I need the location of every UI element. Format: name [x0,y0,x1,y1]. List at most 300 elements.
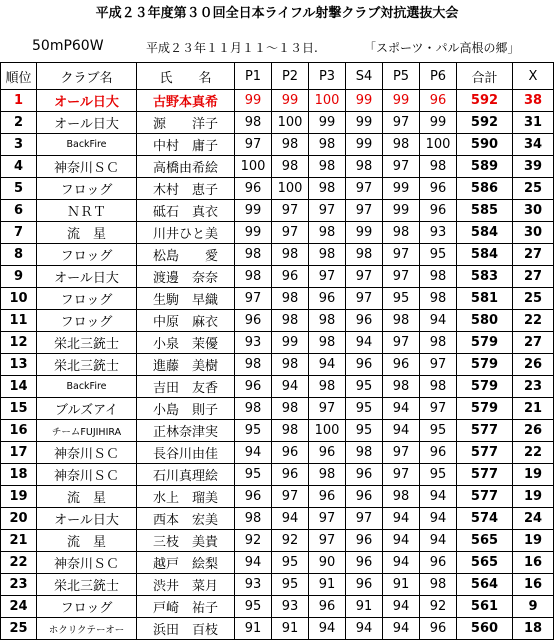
table-row [1,596,554,618]
club-cell: ブルズアイ [37,398,137,420]
score-cell: 91 [309,574,346,596]
club-cell: オール日大 [37,508,137,530]
score-cell: 96 [235,178,272,200]
score-cell: 99 [346,222,383,244]
score-cell: 91 [383,574,420,596]
score-cell: 96 [309,596,346,618]
score-cell: 94 [383,618,420,640]
score-cell: 94 [420,508,457,530]
score-cell: 98 [235,354,272,376]
club-cell: フロッグ [37,178,137,200]
score-cell: 93 [272,596,309,618]
score-cell: 96 [235,486,272,508]
rank-cell: 12 [1,332,37,354]
total-cell: 560 [457,618,513,640]
score-cell: 99 [272,90,309,112]
score-cell: 98 [309,464,346,486]
score-cell: 98 [420,332,457,354]
table-row [1,288,554,310]
score-cell: 91 [272,618,309,640]
club-cell: 栄北三銃士 [37,574,137,596]
total-cell: 577 [457,486,513,508]
name-cell: 中村 庸子 [137,134,235,156]
score-cell: 91 [235,618,272,640]
score-cell: 97 [420,398,457,420]
x-count-cell: 39 [513,156,554,178]
club-cell: 神奈川ＳＣ [37,442,137,464]
x-count-cell: 9 [513,596,554,618]
results-body [1,90,554,640]
table-row [1,310,554,332]
score-cell: 97 [272,486,309,508]
score-cell: 98 [272,134,309,156]
table-row [1,178,554,200]
total-cell: 577 [457,464,513,486]
score-cell: 100 [272,178,309,200]
score-cell: 96 [346,486,383,508]
score-cell: 96 [420,200,457,222]
x-count-cell: 19 [513,530,554,552]
score-cell: 98 [309,310,346,332]
score-cell: 97 [383,156,420,178]
total-cell: 579 [457,376,513,398]
score-cell: 97 [309,200,346,222]
score-cell: 96 [309,486,346,508]
table-row [1,618,554,640]
score-cell: 97 [383,464,420,486]
score-cell: 95 [383,288,420,310]
total-cell: 592 [457,90,513,112]
rank-cell: 4 [1,156,37,178]
score-cell: 98 [272,420,309,442]
score-cell: 96 [346,354,383,376]
name-cell: 川井ひと美 [137,222,235,244]
name-cell: 三枝 美貴 [137,530,235,552]
score-cell: 97 [420,354,457,376]
score-cell: 96 [420,90,457,112]
total-cell: 579 [457,398,513,420]
score-cell: 95 [235,420,272,442]
score-cell: 96 [420,618,457,640]
score-cell: 95 [272,574,309,596]
rank-cell: 21 [1,530,37,552]
table-row [1,332,554,354]
table-row [1,442,554,464]
col-p3: P3 [309,63,346,90]
x-count-cell: 16 [513,574,554,596]
name-cell: 高橋由希絵 [137,156,235,178]
name-cell: 木村 恵子 [137,178,235,200]
table-row [1,90,554,112]
score-cell: 97 [383,112,420,134]
table-row [1,530,554,552]
score-cell: 96 [272,464,309,486]
score-cell: 94 [272,508,309,530]
score-cell: 94 [383,398,420,420]
table-row [1,398,554,420]
score-cell: 90 [309,552,346,574]
total-cell: 590 [457,134,513,156]
score-cell: 96 [346,464,383,486]
x-count-cell: 26 [513,420,554,442]
club-cell: BackFire [37,376,137,398]
score-cell: 98 [383,486,420,508]
score-cell: 98 [235,266,272,288]
event-name: 50mP60W [32,38,104,54]
score-cell: 93 [235,332,272,354]
score-cell: 94 [383,596,420,618]
score-cell: 94 [235,442,272,464]
score-cell: 96 [346,310,383,332]
name-cell: 西本 宏美 [137,508,235,530]
name-cell: 水上 瑠美 [137,486,235,508]
club-cell: 神奈川ＳＣ [37,464,137,486]
score-cell: 97 [272,222,309,244]
table-row [1,464,554,486]
total-cell: 581 [457,288,513,310]
score-cell: 94 [309,618,346,640]
name-cell: 小泉 茉優 [137,332,235,354]
table-row [1,134,554,156]
score-cell: 98 [309,244,346,266]
col-p6: P6 [420,63,457,90]
table-row [1,420,554,442]
score-cell: 94 [383,530,420,552]
club-cell: チームFUJIHIRA [37,420,137,442]
total-cell: 585 [457,200,513,222]
name-cell: 渋井 菜月 [137,574,235,596]
x-count-cell: 22 [513,442,554,464]
score-cell: 97 [309,266,346,288]
club-cell: ＮＲＴ [37,200,137,222]
club-cell: 栄北三銃士 [37,354,137,376]
club-cell: 流 星 [37,486,137,508]
total-cell: 579 [457,332,513,354]
total-cell: 577 [457,420,513,442]
x-count-cell: 27 [513,244,554,266]
score-cell: 95 [235,464,272,486]
x-count-cell: 25 [513,178,554,200]
table-row [1,574,554,596]
club-cell: フロッグ [37,288,137,310]
name-cell: 源 洋子 [137,112,235,134]
score-cell: 93 [235,574,272,596]
header-row [1,63,554,90]
rank-cell: 1 [1,90,37,112]
score-cell: 95 [420,244,457,266]
table-row [1,376,554,398]
score-cell: 97 [272,200,309,222]
score-cell: 98 [383,134,420,156]
total-cell: 564 [457,574,513,596]
col-name: 氏 名 [137,63,235,90]
name-cell: 吉田 友香 [137,376,235,398]
score-cell: 94 [346,332,383,354]
club-cell: BackFire [37,134,137,156]
score-cell: 97 [309,398,346,420]
name-cell: 戸崎 祐子 [137,596,235,618]
score-cell: 98 [309,376,346,398]
score-cell: 98 [235,508,272,530]
score-cell: 94 [420,486,457,508]
table-row [1,508,554,530]
score-cell: 96 [309,442,346,464]
club-cell: 栄北三銃士 [37,332,137,354]
score-cell: 92 [272,530,309,552]
total-cell: 586 [457,178,513,200]
score-cell: 98 [309,222,346,244]
x-count-cell: 26 [513,354,554,376]
score-cell: 99 [235,222,272,244]
rank-cell: 25 [1,618,37,640]
score-cell: 98 [420,574,457,596]
col-x: X [513,63,554,90]
score-cell: 98 [383,310,420,332]
score-cell: 97 [346,178,383,200]
score-cell: 98 [420,266,457,288]
score-cell: 97 [383,244,420,266]
score-cell: 98 [272,310,309,332]
score-cell: 96 [309,288,346,310]
rank-cell: 13 [1,354,37,376]
score-cell: 96 [346,574,383,596]
table-row [1,222,554,244]
x-count-cell: 21 [513,398,554,420]
table-row [1,552,554,574]
score-cell: 98 [235,398,272,420]
score-cell: 95 [420,464,457,486]
rank-cell: 18 [1,464,37,486]
rank-cell: 3 [1,134,37,156]
x-count-cell: 27 [513,332,554,354]
name-cell: 正林奈津実 [137,420,235,442]
score-cell: 96 [346,530,383,552]
score-cell: 100 [272,112,309,134]
score-cell: 98 [346,244,383,266]
score-cell: 100 [420,134,457,156]
rank-cell: 16 [1,420,37,442]
name-cell: 浜田 百枝 [137,618,235,640]
col-p2: P2 [272,63,309,90]
club-cell: 流 星 [37,222,137,244]
score-cell: 99 [309,112,346,134]
name-cell: 越戸 絵梨 [137,552,235,574]
total-cell: 580 [457,310,513,332]
score-cell: 92 [420,596,457,618]
x-count-cell: 30 [513,200,554,222]
club-cell: 流 星 [37,530,137,552]
score-cell: 98 [346,156,383,178]
name-cell: 長谷川由佳 [137,442,235,464]
club-cell: 神奈川ＳＣ [37,552,137,574]
col-p1: P1 [235,63,272,90]
score-cell: 99 [235,200,272,222]
table-row [1,156,554,178]
score-cell: 97 [383,332,420,354]
score-cell: 99 [383,90,420,112]
score-cell: 97 [309,530,346,552]
rank-cell: 14 [1,376,37,398]
score-cell: 98 [420,156,457,178]
score-cell: 94 [346,618,383,640]
name-cell: 古野本真希 [137,90,235,112]
total-cell: 565 [457,552,513,574]
score-cell: 98 [309,156,346,178]
total-cell: 561 [457,596,513,618]
total-cell: 584 [457,244,513,266]
rank-cell: 17 [1,442,37,464]
score-cell: 100 [309,420,346,442]
rank-cell: 24 [1,596,37,618]
club-cell: オール日大 [37,112,137,134]
club-cell: オール日大 [37,266,137,288]
score-cell: 95 [420,420,457,442]
event-info [0,38,554,56]
score-cell: 98 [235,244,272,266]
event-venue: 「スポーツ・パル高根の郷」 [364,41,520,55]
name-cell: 渡邊 奈奈 [137,266,235,288]
score-cell: 94 [383,420,420,442]
x-count-cell: 19 [513,486,554,508]
x-count-cell: 24 [513,508,554,530]
col-total: 合計 [457,63,513,90]
x-count-cell: 22 [513,310,554,332]
score-cell: 96 [420,552,457,574]
score-cell: 100 [235,156,272,178]
table-row [1,354,554,376]
name-cell: 石川真理絵 [137,464,235,486]
score-cell: 97 [309,508,346,530]
score-cell: 94 [272,376,309,398]
score-cell: 97 [346,200,383,222]
rank-cell: 22 [1,552,37,574]
score-cell: 99 [346,90,383,112]
table-row [1,266,554,288]
total-cell: 579 [457,354,513,376]
name-cell: 生駒 早織 [137,288,235,310]
club-cell: ホクリクテーオー [37,618,137,640]
club-cell: フロッグ [37,244,137,266]
table-row [1,112,554,134]
col-s4: S4 [346,63,383,90]
total-cell: 583 [457,266,513,288]
club-cell: 神奈川ＳＣ [37,156,137,178]
rank-cell: 20 [1,508,37,530]
table-row [1,486,554,508]
x-count-cell: 19 [513,464,554,486]
total-cell: 574 [457,508,513,530]
score-cell: 94 [235,552,272,574]
x-count-cell: 34 [513,134,554,156]
score-cell: 98 [272,244,309,266]
score-cell: 99 [383,178,420,200]
name-cell: 進藤 美樹 [137,354,235,376]
score-cell: 92 [235,530,272,552]
rank-cell: 7 [1,222,37,244]
score-cell: 99 [383,200,420,222]
score-cell: 95 [346,398,383,420]
total-cell: 592 [457,112,513,134]
x-count-cell: 30 [513,222,554,244]
club-cell: フロッグ [37,596,137,618]
score-cell: 95 [346,376,383,398]
col-club: クラブ名 [37,63,137,90]
name-cell: 砥石 真衣 [137,200,235,222]
rank-cell: 15 [1,398,37,420]
score-cell: 97 [346,266,383,288]
total-cell: 589 [457,156,513,178]
score-cell: 96 [272,442,309,464]
score-cell: 95 [346,420,383,442]
score-cell: 94 [309,354,346,376]
score-cell: 98 [383,376,420,398]
score-cell: 99 [346,134,383,156]
x-count-cell: 25 [513,288,554,310]
score-cell: 98 [383,222,420,244]
score-cell: 94 [383,552,420,574]
rank-cell: 19 [1,486,37,508]
rank-cell: 5 [1,178,37,200]
page-title: 平成２３年度第３０回全日本ライフル射撃クラブ対抗選抜大会 [95,6,459,21]
rank-cell: 10 [1,288,37,310]
score-cell: 98 [272,354,309,376]
score-cell: 96 [346,552,383,574]
table-row [1,200,554,222]
score-cell: 96 [383,354,420,376]
total-cell: 577 [457,442,513,464]
score-cell: 98 [272,156,309,178]
table-row [1,244,554,266]
score-cell: 96 [272,266,309,288]
name-cell: 松島 愛 [137,244,235,266]
rank-cell: 2 [1,112,37,134]
score-cell: 99 [235,90,272,112]
score-cell: 100 [309,90,346,112]
score-cell: 94 [383,508,420,530]
col-p5: P5 [383,63,420,90]
score-cell: 97 [235,288,272,310]
score-cell: 98 [309,134,346,156]
score-cell: 96 [235,376,272,398]
total-cell: 565 [457,530,513,552]
score-cell: 97 [235,134,272,156]
rank-cell: 23 [1,574,37,596]
score-cell: 99 [346,112,383,134]
event-dates: 平成２３年１１月１１～１３日. [146,41,318,55]
score-cell: 97 [383,442,420,464]
score-cell: 98 [272,398,309,420]
score-cell: 96 [235,310,272,332]
score-cell: 98 [420,288,457,310]
rank-cell: 9 [1,266,37,288]
score-cell: 98 [309,332,346,354]
x-count-cell: 23 [513,376,554,398]
score-cell: 97 [346,288,383,310]
score-cell: 98 [420,376,457,398]
rank-cell: 8 [1,244,37,266]
score-cell: 95 [235,596,272,618]
col-rank: 順位 [1,63,37,90]
score-cell: 98 [272,288,309,310]
rank-cell: 6 [1,200,37,222]
score-cell: 94 [420,310,457,332]
score-cell: 98 [309,178,346,200]
total-cell: 584 [457,222,513,244]
x-count-cell: 31 [513,112,554,134]
score-cell: 91 [346,596,383,618]
rank-cell: 11 [1,310,37,332]
score-cell: 99 [420,112,457,134]
